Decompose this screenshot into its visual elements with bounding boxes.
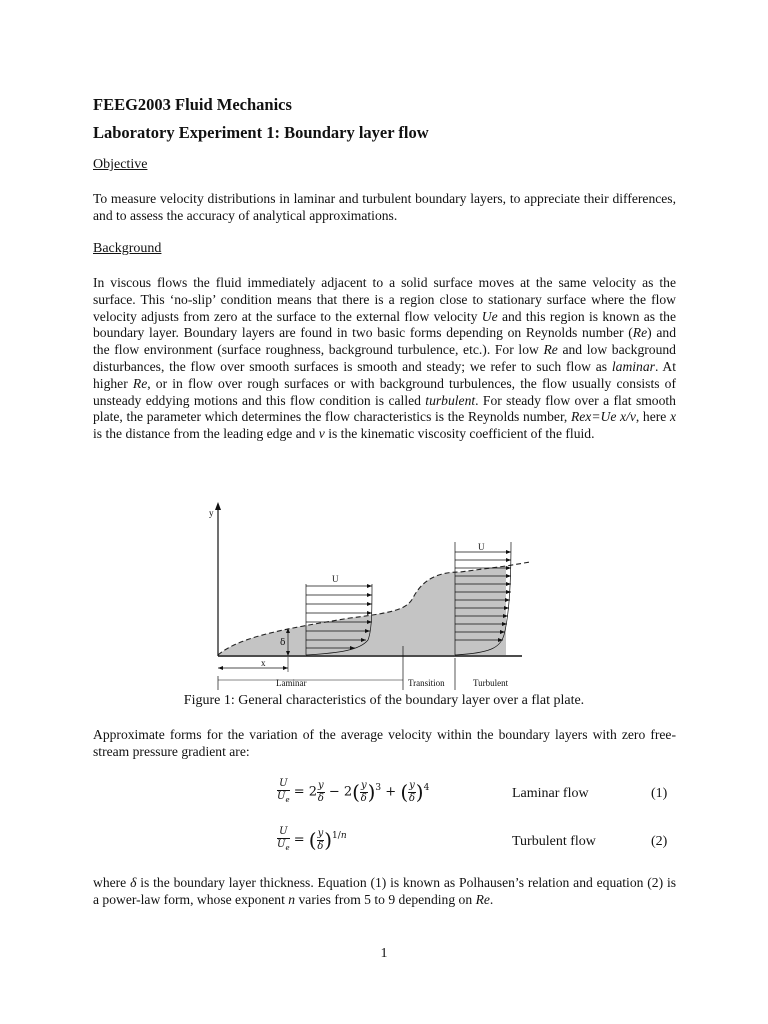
background-heading: Background [93,241,162,256]
objective-heading: Objective [93,157,148,172]
equation-2-number: (2) [651,834,668,849]
y-axis-arrow [215,502,221,510]
approximation-text: Approximate forms for the variation of the average velocity within the boundary layers with zero free-stream pressure gradient are: [93,727,676,759]
y-axis-label: y [209,508,214,518]
equation-1-name: Laminar flow [512,786,589,801]
experiment-title: Laboratory Experiment 1: Boundary layer flow [93,123,429,142]
turbulent-region-label: Turbulent [473,678,509,688]
transition-region-label: Transition [408,678,445,688]
laminar-region-label: Laminar [276,678,307,688]
page-number: 1 [380,946,388,961]
course-title: FEEG2003 Fluid Mechanics [93,95,292,114]
equation-1-number: (1) [651,786,668,801]
objective-text: To measure velocity distributions in laminar and turbulent boundary layers, to appreciate their differences, and to assess the accuracy of analytical approximations. [93,191,676,223]
background-paragraph: In viscous flows the fluid immediately adjacent to a solid surface moves at the same velocity as the surface. This ‘no-slip’ condition means that there is a region close to stationary surface where the flow velocity adjusts from zero at the surface to the external flow velocity Ue and this region is known as the boundary layer. Boundary layers are found in two basic forms depending on Reynolds number (Re) and the flow environment (surface roughness, background turbulence, etc.). For low Re and low background disturbances, the flow over smooth surfaces is smooth and steady; we refer to such flow as laminar. At higher Re, or in flow over rough surfaces or with background turbulences, the flow usually consists of unsteady eddying motions and this flow condition is called turbulent. For steady flow over a flat smooth plate, the parameter which determines the flow characteristics is the Reynolds number, Rex=Ue x/ν, here x is the distance from the leading edge and ν is the kinematic viscosity coefficient of the fluid. [93,275,676,442]
boundary-layer-region [218,566,506,655]
equation-laminar: $\frac{U}{U_e}$ = 2 $\frac{y}{\delta}$ − 2( $\frac{y}{\delta}$ )$^3$ + ( $\frac{y}{\delta}$ )$^4$ [277,778,430,804]
boundary-layer-figure [200,500,530,692]
delta-label: δ [280,638,286,648]
figure-caption: Figure 1: General characteristics of the boundary layer over a flat plate. [183,693,585,708]
u-label-laminar: U [332,574,339,584]
u-label-turbulent: U [478,542,485,552]
equation-2-name: Turbulent flow [512,834,596,849]
closing-paragraph: where δ is the boundary layer thickness. Equation (1) is known as Polhausen’s relation and equation (2) is a power-law form, whose exponent n varies from 5 to 9 depending on Re. [93,875,677,907]
x-label: x [261,658,266,668]
equation-turbulent: $\frac{U}{U_e}$ = ( $\frac{y}{\delta}$ )$^{1/n}$ [277,826,347,852]
